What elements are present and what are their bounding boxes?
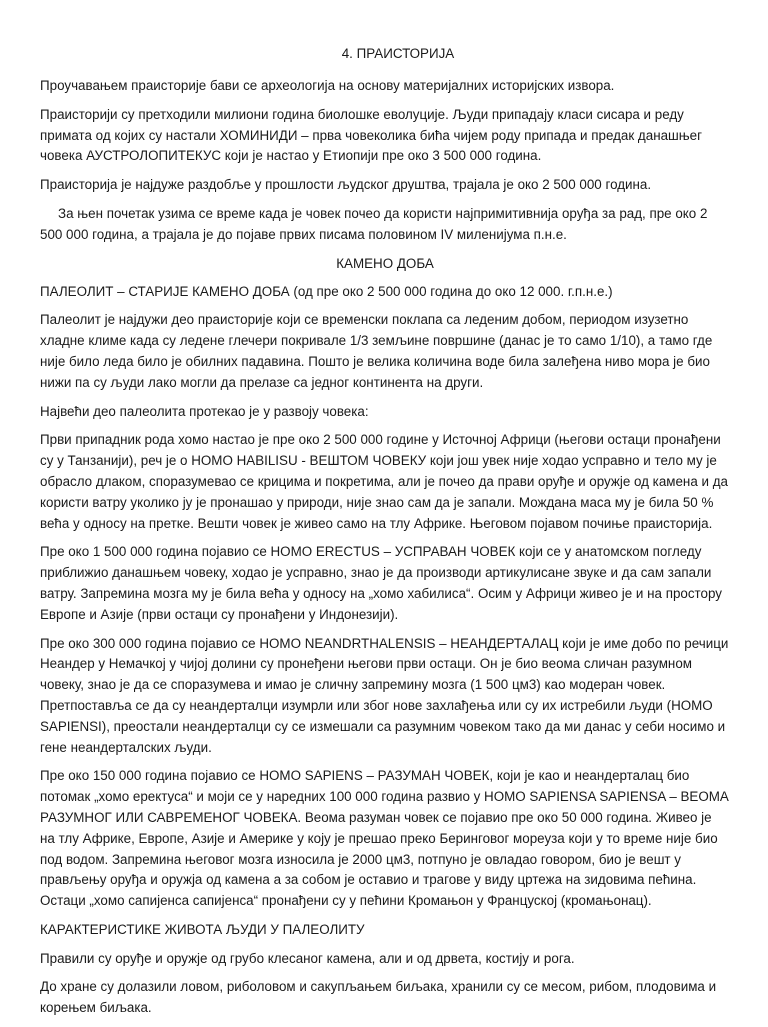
paragraph-development-intro: Највећи део палеолита протекао је у развоју човека: [40,403,369,419]
section-title: КАМЕНО ДОБА [336,255,434,271]
document-body [40,44,730,1027]
paragraph-neanderthal: Пре око 300 000 година појавио се HOMO NEANDRTHALENSIS – НЕАНДЕРТАЛАЦ који је име добо по речици Неандер у Немачкој у чијој долини су пронеђени његови први остаци. Он је био веома сличан разумном човеку, знао је да се споразумева и имао је сличну запремину мозга (1 500 цм3) као модеран човек. Претпоставља се да су неандерталци изумрли или због нове захлађења или су их истребили људи (HOMO SAPIENSI), преостали неандерталци су се измешали са разумним човеком тако да ми данас у себи носимо и гене неандерталских људи. [40,635,729,755]
paragraph-intro-2: Праисторији су претходили милиони година биолошке еволуције. Људи припадају класи сисара и реду примата од којих су настали ХОМИНИДИ – прва човеколика бића чијем роду припада и предак данашњег човека АУСТРОЛОПИТЕКУС који је настао у Етиопији пре око 3 500 000 година. [40,106,702,164]
paragraph-paleolit-description: Палеолит је најдужи део праисторије који се временски поклапа са леденим добом, периодом изузетно хладне климе када су ледене глечери покривале 1/3 земљине површине (данас је то само 1/10), а тамо где није било леда било је обилних падавина. Пошто је велика количина воде била залеђена ниво мора је био нижи па су људи лако могли да прелазе са једног континента на други. [40,312,713,390]
paragraph-food: До хране су долазили ловом, риболовом и сакупљањем биљака, хранили су се месом, рибом, плодовима и корењем биљака. [40,979,717,1016]
document-title: 4. ПРАИСТОРИЈА [341,46,455,61]
paragraph-intro-1: Проучавањем праисторије бави се археологија на основу материјалних историјских извора. [40,78,615,93]
paragraph-characteristics-heading: КАРАКТЕРИСТИКЕ ЖИВОТА ЉУДИ У ПАЛЕОЛИТУ [40,921,365,937]
paragraph-tools: Правили су оруђе и оружје од грубо клесаног камена, али и од дрвета, костију и рога. [40,950,575,966]
paragraph-homo-habilis: Први припадник рода хомо настао је пре око 2 500 000 године у Источној Африци (његови остаци пронађени су у Танзанији), реч је о HOMO HABILISU - ВЕШТОМ ЧОВЕКУ који још увек није ходао усправно и тело му је обрасло длаком, споразумевао се крицима и покретима, али је почео да прави оруђе и оружје од камена и да користи ватру уколико ју је пронашао у природи, није знао сам да је запали. Мождана маса му је била 50 % већа у односу на претке. Вешти човек је живео само на тлу Африке. Његовом појавом почиње праисторија. [40,432,728,531]
paragraph-paleolit-heading: ПАЛЕОЛИТ – СТАРИЈЕ КАМЕНО ДОБА (од пре око 2 500 000 година до око 12 000. г.п.н.е.) [40,283,613,299]
paragraph-homo-sapiens: Пре око 150 000 година појавио се HOMO SAPIENS – РАЗУМАН ЧОВЕК, који је као и неандерталац био потомак „хомо еректуса“ и моји се у наредних 100 000 година развио у HOMO SAPIENSA SAPIENSA – ВЕОМА РАЗУМНОГ ИЛИ САВРЕМЕНОГ ЧОВЕКА. Веома разуман човек се појавио пре око 50 000 година. Живео је на тлу Африке, Европе, Азије и Америке у коју је прешао преко Беринговог мореуза који у то време није био под водом. Запремина његовог мозга износила је 2000 цм3, потпуно је овладао говором, био је вешт у прављењу оруђа и оружја од камена а за собом је оставио и трагове у виду цртежа на зидовима пећина. Остаци „хомо сапијенса сапијенса“ пронађени су у пећини Кромањон у Француској (кромањонац). [40,768,729,909]
paragraph-intro-3: Праисторија је најдуже раздобље у прошлости људског друштва, трајала је око 2 500 000 година. [40,177,652,193]
paragraph-homo-erectus: Пре око 1 500 000 година појавио се HOMO ERECTUS – УСПРАВАН ЧОВЕК који се у анатомском погледу приближио данашњем човеку, ходао је усправно, знао је да производи артикулисане звуке и да сам запали ватру. Запремина мозга му је била већа у односу на „хомо хабилиса“. Осим у Африци живео је и на простору Европе и Азије (први остаци су пронађени у Индонезији). [40,544,722,622]
paragraph-intro-4: За њен почетак узима се време када је човек почео да користи најпримитивнија оруђа за рад, пре око 2 500 000 година, а трајала је до појаве првих писама половином IV миленијума п.н.е. [40,205,708,242]
